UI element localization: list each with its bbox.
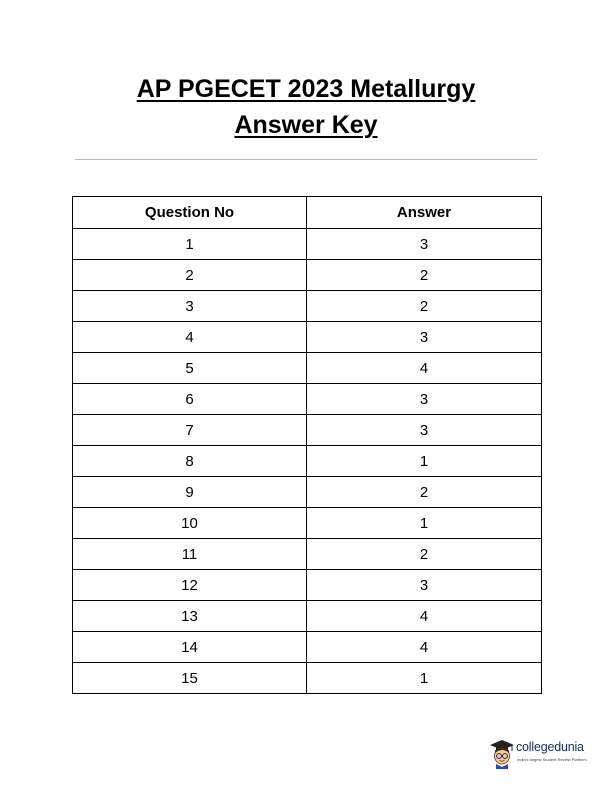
answer-cell: 3: [307, 415, 542, 446]
page-title-line-1: AP PGECET 2023 Metallurgy: [136, 75, 476, 103]
table-row: [73, 291, 542, 322]
table-row: [73, 446, 542, 477]
question-number-cell: 15: [73, 663, 307, 694]
table-row: [73, 353, 542, 384]
column-header-answer: Answer: [307, 197, 542, 229]
table-row: [73, 415, 542, 446]
logo-tagline: India's largest Student Review Platform: [517, 757, 587, 762]
question-number-cell: 2: [73, 260, 307, 291]
answer-cell: 4: [307, 632, 542, 663]
question-number-cell: 3: [73, 291, 307, 322]
answer-cell: 1: [307, 663, 542, 694]
collegedunia-logo: [489, 736, 609, 772]
table-header-row: [73, 197, 542, 229]
answer-cell: 2: [307, 260, 542, 291]
table-row: [73, 632, 542, 663]
question-number-cell: 10: [73, 508, 307, 539]
question-number-cell: 8: [73, 446, 307, 477]
answer-cell: 1: [307, 508, 542, 539]
table-row: [73, 570, 542, 601]
table-row: [73, 260, 542, 291]
table-row: [73, 508, 542, 539]
question-number-cell: 12: [73, 570, 307, 601]
table-row: [73, 601, 542, 632]
answer-cell: 2: [307, 539, 542, 570]
question-number-cell: 5: [73, 353, 307, 384]
graduate-mascot-icon: [489, 736, 515, 770]
question-number-cell: 4: [73, 322, 307, 353]
answer-cell: 3: [307, 229, 542, 260]
question-number-cell: 9: [73, 477, 307, 508]
answer-cell: 4: [307, 601, 542, 632]
answer-cell: 1: [307, 446, 542, 477]
question-number-cell: 14: [73, 632, 307, 663]
question-number-cell: 11: [73, 539, 307, 570]
answer-key-table: [72, 196, 542, 694]
table-row: [73, 539, 542, 570]
table-row: [73, 229, 542, 260]
question-number-cell: 6: [73, 384, 307, 415]
table-row: [73, 663, 542, 694]
question-number-cell: 13: [73, 601, 307, 632]
table-row: [73, 384, 542, 415]
question-number-cell: 1: [73, 229, 307, 260]
table-row: [73, 322, 542, 353]
answer-cell: 3: [307, 570, 542, 601]
answer-cell: 2: [307, 477, 542, 508]
answer-cell: 3: [307, 322, 542, 353]
answer-cell: 2: [307, 291, 542, 322]
page-title-line-2: Answer Key: [234, 111, 378, 139]
answer-cell: 3: [307, 384, 542, 415]
question-number-cell: 7: [73, 415, 307, 446]
table-row: [73, 477, 542, 508]
column-header-question-no: Question No: [73, 197, 307, 229]
answer-cell: 4: [307, 353, 542, 384]
logo-wordmark: collegedunia: [516, 740, 584, 754]
title-divider: [75, 159, 537, 160]
